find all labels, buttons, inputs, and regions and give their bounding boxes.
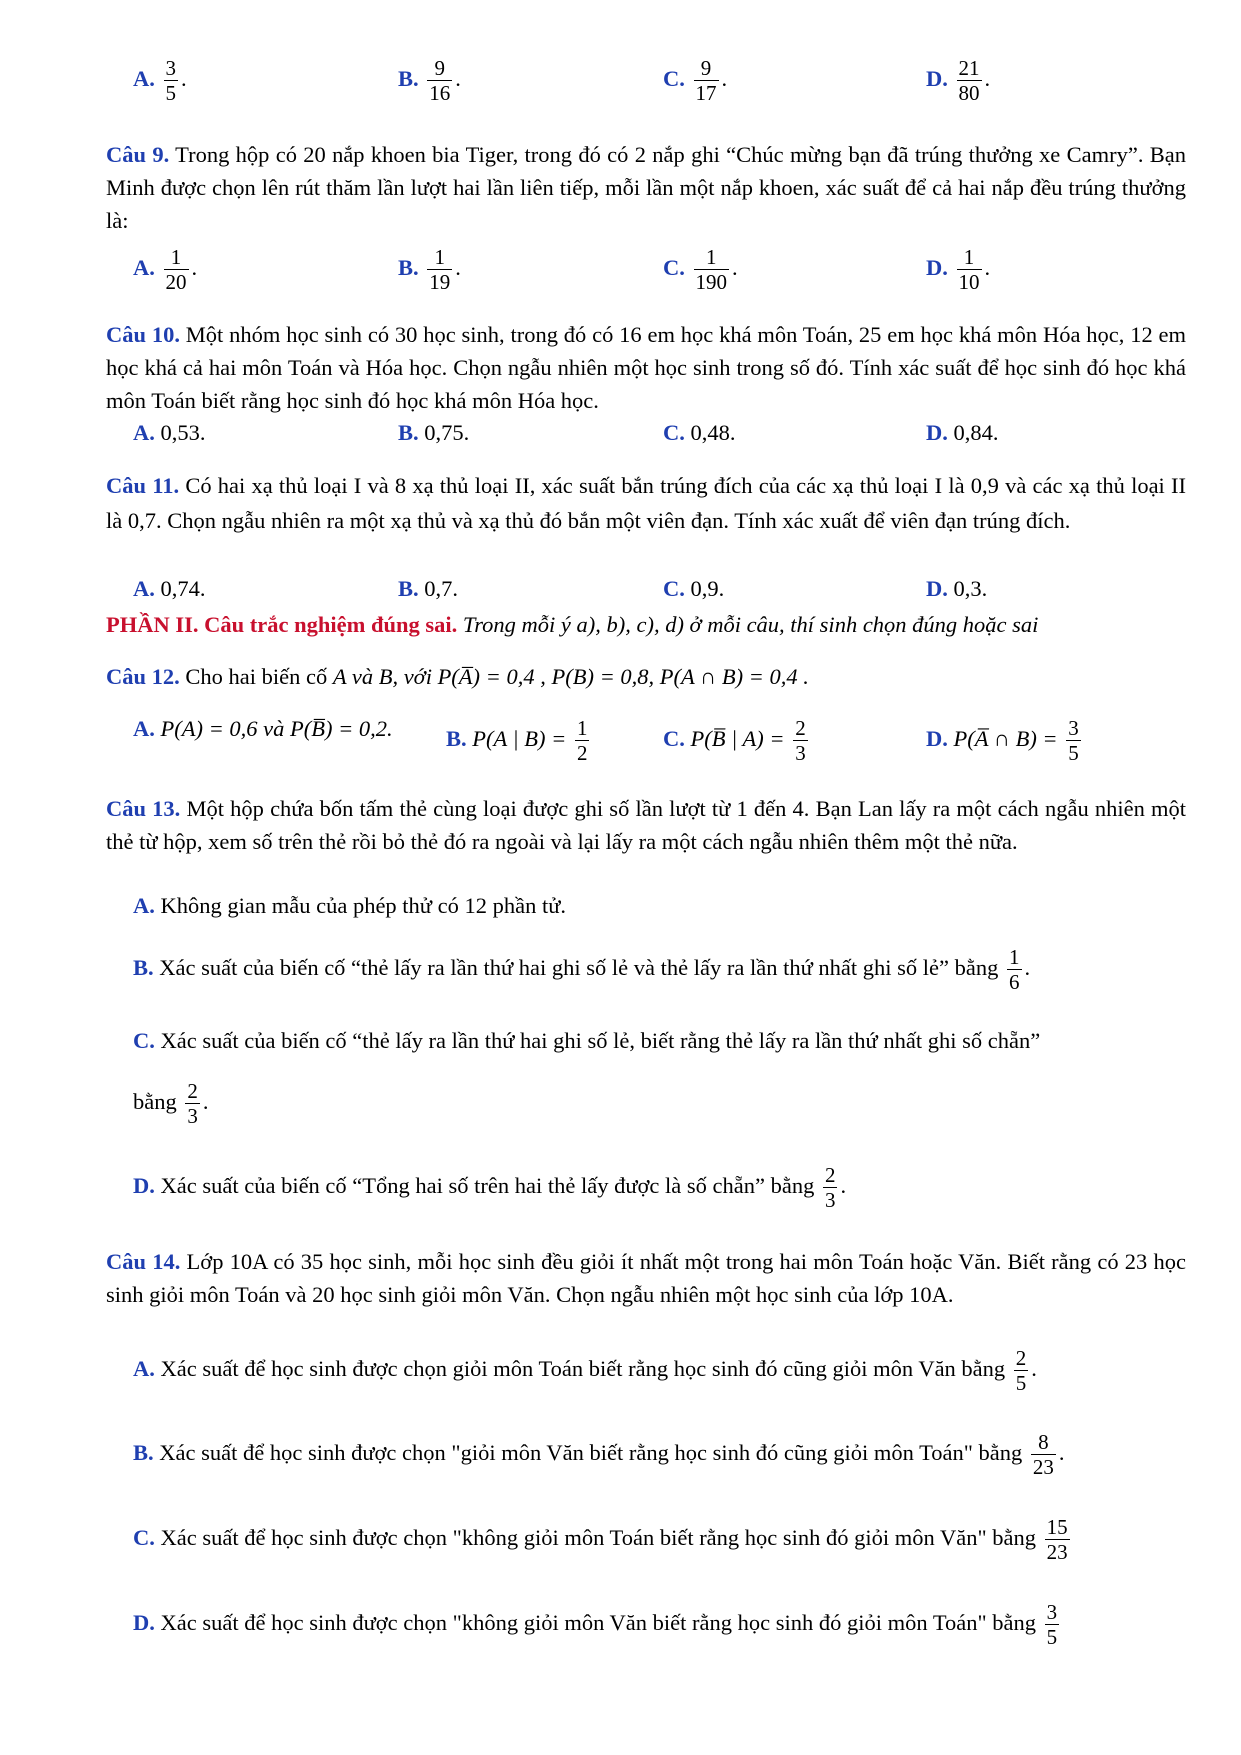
q14-stem bbox=[106, 1245, 1186, 1311]
q11-option-a bbox=[133, 576, 206, 602]
fraction bbox=[427, 245, 452, 294]
q8-options-0-tail: . bbox=[181, 65, 187, 91]
q9-options-3-letter: D. bbox=[926, 254, 948, 280]
q14-c-letter: C. bbox=[133, 1524, 155, 1550]
q10-options-2-letter: C. bbox=[663, 420, 685, 445]
q11-options-3-value: 0,3. bbox=[953, 576, 988, 601]
q11-options-1-letter: B. bbox=[398, 576, 419, 601]
q9-option-a bbox=[133, 245, 197, 294]
q11-option-c bbox=[663, 576, 724, 602]
q13-a-text: Không gian mẫu của phép thử có 12 phần tử. bbox=[160, 893, 567, 918]
fraction bbox=[1007, 945, 1022, 994]
question-label: Câu 12. bbox=[106, 664, 180, 689]
q13-c-letter: C. bbox=[133, 1028, 155, 1053]
q14-a-tail: . bbox=[1031, 1355, 1037, 1381]
fraction bbox=[185, 1079, 200, 1128]
q13-c-text: Xác suất của biến cố “thẻ lấy ra lần thứ hai ghi số lẻ, biết rằng thẻ lấy ra lần thứ nhất ghi số chẵn” bbox=[160, 1028, 1041, 1053]
q8-option-d bbox=[926, 56, 990, 105]
q13-c-den: 3 bbox=[187, 1104, 198, 1129]
q8-options-0-den: 5 bbox=[165, 81, 176, 106]
q14-statement-a bbox=[133, 1346, 1037, 1395]
fraction bbox=[823, 1163, 838, 1212]
q9-options-3-tail: . bbox=[984, 254, 991, 280]
fraction bbox=[694, 245, 730, 294]
q13-b-den: 6 bbox=[1009, 970, 1020, 995]
fraction bbox=[957, 245, 982, 294]
q14-b-tail: . bbox=[1058, 1439, 1065, 1465]
question-label: Câu 9. bbox=[106, 142, 170, 167]
q11-options-0-value: 0,74. bbox=[160, 576, 206, 601]
fraction bbox=[575, 716, 590, 765]
q10-option-b bbox=[398, 420, 469, 446]
q10-option-c bbox=[663, 420, 736, 446]
q14-c-den: 23 bbox=[1046, 1540, 1068, 1565]
q13-c-num: 2 bbox=[187, 1079, 198, 1103]
q14-a-letter: A. bbox=[133, 1355, 155, 1381]
q12-option-a bbox=[133, 716, 393, 742]
q12-option-d bbox=[926, 716, 1084, 765]
option-letter: A. bbox=[133, 65, 155, 91]
q9-options-3-num: 1 bbox=[963, 245, 975, 269]
question-text: Lớp 10A có 35 học sinh, mỗi học sinh đều giỏi ít nhất một trong hai môn Toán hoặc Văn. Biết rằng có 23 học sinh giỏi môn Toán và 20 học sinh giỏi môn Văn. Chọn ngẫu nhiên một học sinh của lớp 10A. bbox=[106, 1249, 1186, 1307]
q9-option-b bbox=[398, 245, 461, 294]
q14-statement-b bbox=[133, 1430, 1065, 1479]
q14-b-letter: B. bbox=[133, 1439, 154, 1465]
q9-options-0-letter: A. bbox=[133, 254, 155, 280]
q12-b-letter: B. bbox=[446, 725, 467, 751]
q10-option-d bbox=[926, 420, 999, 446]
q8-options-3-tail: . bbox=[984, 65, 991, 91]
q10-options-0-value: 0,53. bbox=[160, 420, 206, 445]
q8-options-3-letter: D. bbox=[926, 65, 948, 91]
fraction bbox=[427, 56, 452, 105]
q11-options-0-letter: A. bbox=[133, 576, 155, 601]
question-text: Có hai xạ thủ loại I và 8 xạ thủ loại II, xác suất bắn trúng đích của các xạ thủ loại I là 0,9 và các xạ thủ loại II là 0,7. Chọn ngẫu nhiên ra một xạ thủ và xạ thủ đó bắn một viên đạn. Tính xác xuất để viên đạn trúng đích. bbox=[106, 473, 1186, 533]
q9-options-2-tail: . bbox=[732, 254, 738, 280]
q12-b-num: 1 bbox=[576, 716, 588, 740]
q12-option-b bbox=[446, 716, 592, 765]
q14-b-text: Xác suất để học sinh được chọn "giỏi môn Văn biết rằng học sinh đó cũng giỏi môn Toán" bằng bbox=[159, 1439, 1023, 1465]
q10-stem bbox=[106, 318, 1186, 417]
q12-b-lhs: P(A | B) = bbox=[472, 725, 567, 751]
q12-stem bbox=[106, 664, 809, 690]
q14-d-letter: D. bbox=[133, 1609, 155, 1635]
question-label: Câu 11. bbox=[106, 473, 180, 498]
q13-d-letter: D. bbox=[133, 1172, 155, 1198]
q12-a-letter: A. bbox=[133, 716, 155, 741]
q8-options-0-num: 3 bbox=[165, 56, 176, 80]
q14-statement-d bbox=[133, 1600, 1062, 1649]
q10-options-3-value: 0,84. bbox=[953, 420, 999, 445]
q14-a-den: 5 bbox=[1015, 1371, 1027, 1396]
q8-options-1-tail: . bbox=[455, 65, 461, 91]
fraction bbox=[164, 245, 189, 294]
question-text: Trong hộp có 20 nắp khoen bia Tiger, trong đó có 2 nắp ghi “Chúc mừng bạn đã trúng thưởng xe Camry”. Bạn Minh được chọn lên rút thăm lần lượt hai lần liên tiếp, mỗi lần một nắp khoen, xác suất để cả hai nắp đều trúng thưởng là: bbox=[106, 142, 1187, 233]
q13-statement-a bbox=[133, 893, 566, 919]
q12-c-den: 3 bbox=[795, 741, 806, 766]
q14-statement-c bbox=[133, 1515, 1073, 1564]
q14-d-num: 3 bbox=[1046, 1600, 1058, 1624]
question-given: A và B, với P(A̅) = 0,4 , P(B) = 0,8, P(A ∩ B) = 0,4 . bbox=[332, 664, 809, 689]
q14-a-num: 2 bbox=[1015, 1346, 1027, 1370]
q10-options-2-value: 0,48. bbox=[690, 420, 736, 445]
q13-d-text: Xác suất của biến cố “Tổng hai số trên hai thẻ lấy được là số chẵn” bằng bbox=[160, 1172, 815, 1198]
q13-c-tail: . bbox=[202, 1088, 209, 1114]
fraction bbox=[1066, 716, 1081, 765]
fraction bbox=[1045, 1600, 1060, 1649]
fraction bbox=[793, 716, 808, 765]
q8-options-3-num: 21 bbox=[958, 56, 980, 80]
fraction bbox=[164, 56, 179, 105]
q10-options-1-value: 0,75. bbox=[424, 420, 470, 445]
part2-heading bbox=[106, 612, 1038, 638]
q12-option-c bbox=[663, 716, 811, 765]
q8-options-2-tail: . bbox=[721, 65, 728, 91]
q13-statement-c bbox=[133, 1028, 1040, 1054]
q14-a-text: Xác suất để học sinh được chọn giỏi môn Toán biết rằng học sinh đó cũng giỏi môn Văn bằng bbox=[160, 1355, 1006, 1381]
q8-options-1-num: 9 bbox=[434, 56, 446, 80]
q9-options-1-tail: . bbox=[455, 254, 461, 280]
fraction bbox=[957, 56, 982, 105]
q13-b-num: 1 bbox=[1009, 945, 1020, 969]
q9-options-0-tail: . bbox=[191, 254, 198, 280]
question-label: Câu 10. bbox=[106, 322, 180, 347]
q12-c-num: 2 bbox=[795, 716, 806, 740]
q12-d-letter: D. bbox=[926, 725, 948, 751]
q9-options-1-den: 19 bbox=[429, 270, 451, 295]
q14-c-num: 15 bbox=[1046, 1515, 1068, 1539]
q8-options-3-den: 80 bbox=[958, 81, 980, 106]
q14-b-den: 23 bbox=[1032, 1455, 1054, 1480]
q12-b-den: 2 bbox=[576, 741, 588, 766]
question-text: Một nhóm học sinh có 30 học sinh, trong đó có 16 em học khá môn Toán, 25 em học khá môn Hóa học, 12 em học khá cả hai môn Toán và Hóa học. Chọn ngẫu nhiên một học sinh trong số đó. Tính xác suất để học sinh đó học khá môn Toán biết rằng học sinh đó học khá môn Hóa học. bbox=[106, 322, 1187, 413]
q13-d-den: 3 bbox=[824, 1188, 836, 1213]
q8-options-2-num: 9 bbox=[700, 56, 712, 80]
q9-stem bbox=[106, 138, 1186, 237]
q9-options-1-letter: B. bbox=[398, 254, 419, 280]
q10-options-3-letter: D. bbox=[926, 420, 948, 445]
q11-options-2-value: 0,9. bbox=[690, 576, 725, 601]
question-text: Một hộp chứa bốn tấm thẻ cùng loại được ghi số lần lượt từ 1 đến 4. Bạn Lan lấy ra một cách ngẫu nhiên một thẻ từ hộp, xem số trên thẻ rồi bỏ thẻ đó ra ngoài và lại lấy ra một cách ngẫu nhiên thêm một thẻ nữa. bbox=[106, 796, 1187, 854]
fraction bbox=[1031, 1430, 1056, 1479]
q13-statement-d bbox=[133, 1163, 846, 1212]
q13-d-num: 2 bbox=[824, 1163, 836, 1187]
q11-options-3-letter: D. bbox=[926, 576, 948, 601]
q14-d-den: 5 bbox=[1046, 1625, 1058, 1650]
q11-option-b bbox=[398, 576, 458, 602]
q13-b-tail: . bbox=[1024, 954, 1031, 980]
fraction bbox=[1045, 1515, 1070, 1564]
q14-b-num: 8 bbox=[1038, 1430, 1049, 1454]
q12-d-den: 5 bbox=[1068, 741, 1079, 766]
q13-stem bbox=[106, 792, 1186, 858]
q9-options-0-num: 1 bbox=[170, 245, 182, 269]
q10-options-1-letter: B. bbox=[398, 420, 419, 445]
q11-stem bbox=[106, 468, 1186, 538]
q11-options-1-value: 0,7. bbox=[424, 576, 459, 601]
q8-option-b bbox=[398, 56, 461, 105]
q13-d-tail: . bbox=[840, 1172, 847, 1198]
q13-statement-b bbox=[133, 945, 1030, 994]
q12-text_start: Cho hai biến cố bbox=[185, 664, 328, 689]
q8-options-2-den: 17 bbox=[695, 81, 717, 106]
section-title: PHẦN II. Câu trắc nghiệm đúng sai. bbox=[106, 612, 458, 637]
q9-options-1-num: 1 bbox=[434, 245, 446, 269]
q11-option-d bbox=[926, 576, 987, 602]
q13-statement-c-cont bbox=[133, 1079, 209, 1128]
q9-option-d bbox=[926, 245, 990, 294]
q9-options-2-letter: C. bbox=[663, 254, 685, 280]
q12-c-letter: C. bbox=[663, 725, 685, 751]
q13-b-text: Xác suất của biến cố “thẻ lấy ra lần thứ hai ghi số lẻ và thẻ lấy ra lần thứ nhất ghi số lẻ” bằng bbox=[159, 954, 999, 980]
q11-options-2-letter: C. bbox=[663, 576, 685, 601]
q14-d-text: Xác suất để học sinh được chọn "không giỏi môn Văn biết rằng học sinh đó giỏi môn Toán" bằng bbox=[160, 1609, 1037, 1635]
q14-c-text: Xác suất để học sinh được chọn "không giỏi môn Toán biết rằng học sinh đó giỏi môn Văn" bằng bbox=[160, 1524, 1037, 1550]
section-instruction: Trong mỗi ý a), b), c), d) ở mỗi câu, thí sinh chọn đúng hoặc sai bbox=[462, 612, 1039, 637]
q13-c-text2: bằng bbox=[133, 1088, 177, 1114]
q13-b-letter: B. bbox=[133, 954, 154, 980]
fraction bbox=[694, 56, 719, 105]
q8-option-c bbox=[663, 56, 727, 105]
q12-d-num: 3 bbox=[1068, 716, 1079, 740]
q10-options-0-letter: A. bbox=[133, 420, 155, 445]
q12-d-lhs: P(A̅ ∩ B) = bbox=[953, 725, 1058, 751]
fraction bbox=[1014, 1346, 1029, 1395]
q9-options-3-den: 10 bbox=[958, 270, 980, 295]
q12-c-lhs: P(B̅ | A) = bbox=[690, 725, 785, 751]
question-label: Câu 14. bbox=[106, 1249, 181, 1274]
q10-option-a bbox=[133, 420, 206, 446]
q8-option-a bbox=[133, 56, 187, 105]
q8-options-2-letter: C. bbox=[663, 65, 685, 91]
q9-options-2-den: 190 bbox=[695, 270, 727, 295]
q12-a-text: P(A) = 0,6 và P(B̅) = 0,2. bbox=[160, 716, 393, 741]
q9-options-0-den: 20 bbox=[165, 270, 187, 295]
q8-options-1-den: 16 bbox=[429, 81, 451, 106]
q13-a-letter: A. bbox=[133, 893, 155, 918]
q9-options-2-num: 1 bbox=[706, 245, 717, 269]
question-label: Câu 13. bbox=[106, 796, 181, 821]
q9-option-c bbox=[663, 245, 738, 294]
q8-options-1-letter: B. bbox=[398, 65, 419, 91]
